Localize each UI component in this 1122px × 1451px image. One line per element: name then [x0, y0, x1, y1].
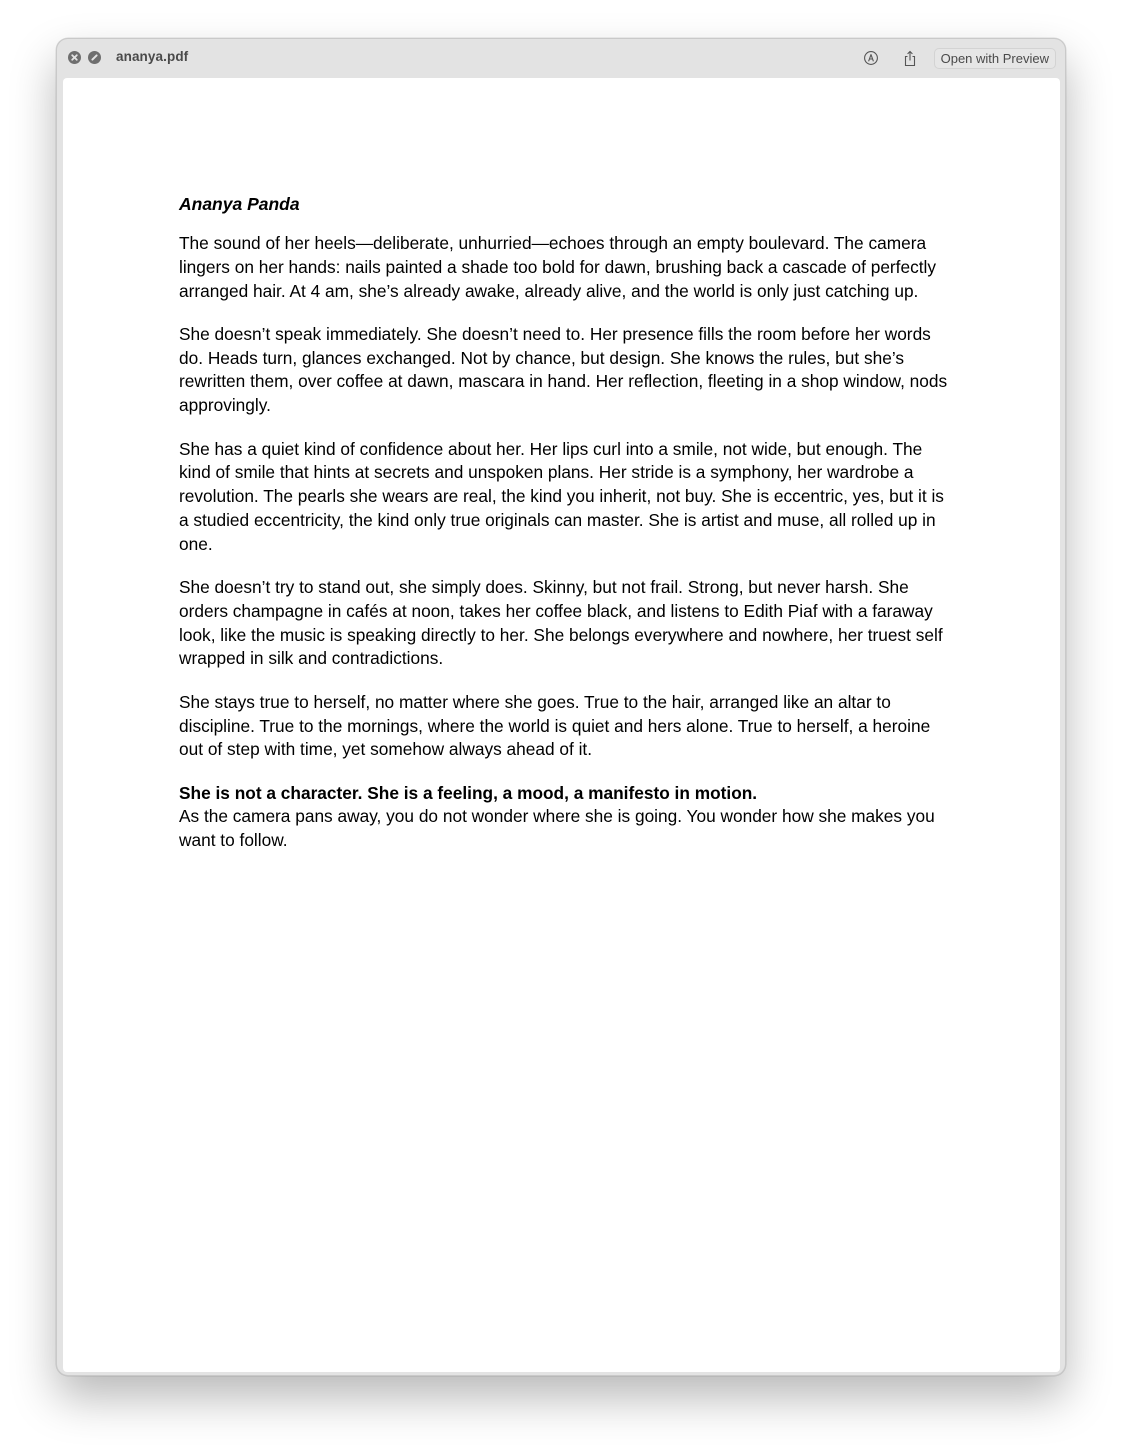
paragraph: She doesn’t try to stand out, she simply does. Skinny, but not frail. Strong, but never harsh. She orders champagne in cafés at noon, takes her coffee black, and listens to Edith Piaf with a faraway look, like the music is speaking directly to her. She belongs everywhere and nowhere, her truest self wrapped in silk and contradictions.: [179, 577, 943, 669]
paragraph: The sound of her heels—deliberate, unhurried—echoes through an empty boulevard. The camera lingers on her hands: nails painted a shade too bold for dawn, brushing back a cascade of perfectly arranged hair. At 4 am, she’s already awake, already alive, and the world is only just catching up.: [179, 233, 937, 301]
open-with-preview-button[interactable]: Open with Preview: [934, 48, 1056, 69]
paragraph: She has a quiet kind of confidence about her. Her lips curl into a smile, not wide, but enough. The kind of smile that hints at secrets and unspoken plans. Her stride is a symphony, her wardrobe a revolution. The pearls she wears are real, the kind you inherit, not buy. She is eccentric, yes, but it is a studied eccentricity, the kind only true originals can master. She is artist and muse, all rolled up in one.: [179, 438, 944, 554]
closing-text: As the camera pans away, you do not wonder where she is going. You wonder how she makes you want to follow.: [179, 806, 935, 851]
title-bar: [57, 39, 1065, 77]
share-button[interactable]: [900, 48, 920, 68]
toolbar: [861, 47, 1056, 69]
markup-pen-icon: [863, 50, 879, 66]
document-body: [179, 232, 954, 873]
disabled-icon: [88, 51, 101, 64]
paragraph: She stays true to herself, no matter where she goes. True to the hair, arranged like an altar to discipline. True to the mornings, where the world is quiet and hers alone. True to herself, a heroine out of step with time, yet somehow always ahead of it.: [179, 691, 931, 760]
quicklook-window: [56, 38, 1066, 1376]
paragraph: She doesn’t speak immediately. She doesn’t need to. Her presence fills the room before her words do. Heads turn, glances exchanged. Not by chance, but design. She knows the rules, but she’s rewritten them, over coffee at dawn, mascara in hand. Her reflection, fleeting in a shop window, nods approvingly.: [179, 323, 948, 416]
markup-button[interactable]: [861, 48, 881, 68]
close-icon: [68, 51, 81, 64]
fullscreen-button[interactable]: [88, 51, 101, 64]
closing-statement: She is not a character. She is a feeling, a mood, a manifesto in motion.: [179, 782, 758, 803]
closing-paragraph: [179, 782, 954, 853]
document-author: Ananya Panda: [179, 194, 300, 214]
share-icon: [903, 50, 917, 67]
pdf-page: [63, 78, 1060, 1372]
window-controls: [68, 51, 101, 64]
window-title: ananya.pdf: [116, 49, 189, 64]
close-button[interactable]: [68, 51, 81, 64]
